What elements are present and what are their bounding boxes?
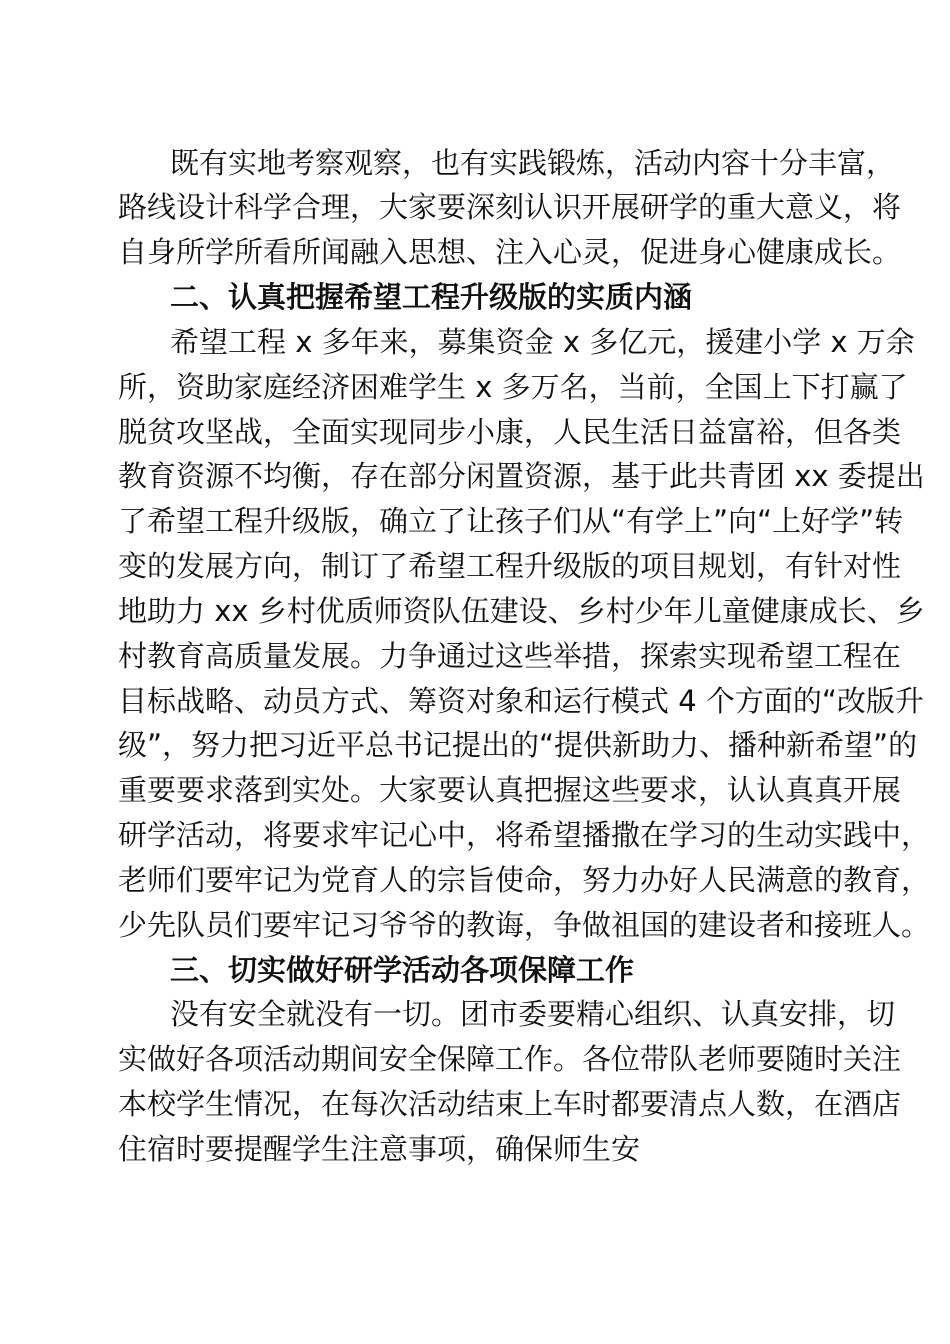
paragraph-line: 脱贫攻坚战，全面实现同步小康，人民生活日益富裕，但各类 [118, 415, 902, 449]
paragraph-line: 教育资源不均衡，存在部分闲置资源，基于此共青团 xx 委提出 [118, 459, 925, 493]
paragraph-line: 没有安全就没有一切。团市委要精心组织、认真安排，切 [170, 997, 896, 1031]
section-heading-3: 三、切实做好研学活动各项保障工作 [170, 953, 635, 987]
paragraph-line: 级”，努力把习近平总书记提出的“提供新助力、播种新希望”的 [118, 728, 918, 762]
paragraph-line: 目标战略、动员方式、筹资对象和运行模式 4 个方面的“改版升 [118, 684, 924, 718]
paragraph-line: 重要要求落到实处。大家要认真把握这些要求，认认真真开展 [118, 773, 902, 807]
paragraph-line: 实做好各项活动期间安全保障工作。各位带队老师要随时关注 [118, 1042, 902, 1076]
paragraph-line: 少先队员们要牢记习爷爷的教诲，争做祖国的建设者和接班人。 [118, 908, 931, 942]
paragraph-line: 村教育高质量发展。力争通过这些举措，探索实现希望工程在 [118, 639, 902, 673]
paragraph-line: 路线设计科学合理，大家要深刻认识开展研学的重大意义，将 [118, 190, 902, 224]
paragraph-line: 地助力 xx 乡村优质师资队伍建设、乡村少年儿童健康成长、乡 [118, 594, 925, 628]
paragraph-line: 了希望工程升级版，确立了让孩子们从“有学上”向“上好学”转 [118, 504, 904, 538]
paragraph-line: 既有实地考察观察，也有实践锻炼，活动内容十分丰富， [170, 146, 896, 180]
paragraph-line: 希望工程 x 多年来，募集资金 x 多亿元，援建小学 x 万余 [170, 325, 915, 359]
paragraph-line: 研学活动，将要求牢记心中，将希望播撒在学习的生动实践中， [118, 818, 931, 852]
section-heading-2: 二、认真把握希望工程升级版的实质内涵 [170, 280, 693, 314]
paragraph-line: 老师们要牢记为党育人的宗旨使命，努力办好人民满意的教育， [118, 863, 931, 897]
paragraph-line: 所，资助家庭经济困难学生 x 多万名，当前，全国上下打赢了 [118, 370, 908, 404]
paragraph-line: 自身所学所看所闻融入思想、注入心灵，促进身心健康成长。 [118, 235, 902, 269]
paragraph-line: 变的发展方向，制订了希望工程升级版的项目规划，有针对性 [118, 549, 902, 583]
paragraph-line: 本校学生情况，在每次活动结束上车时都要清点人数，在酒店 [118, 1087, 902, 1121]
paragraph-line: 住宿时要提醒学生注意事项，确保师生安 [118, 1132, 641, 1166]
